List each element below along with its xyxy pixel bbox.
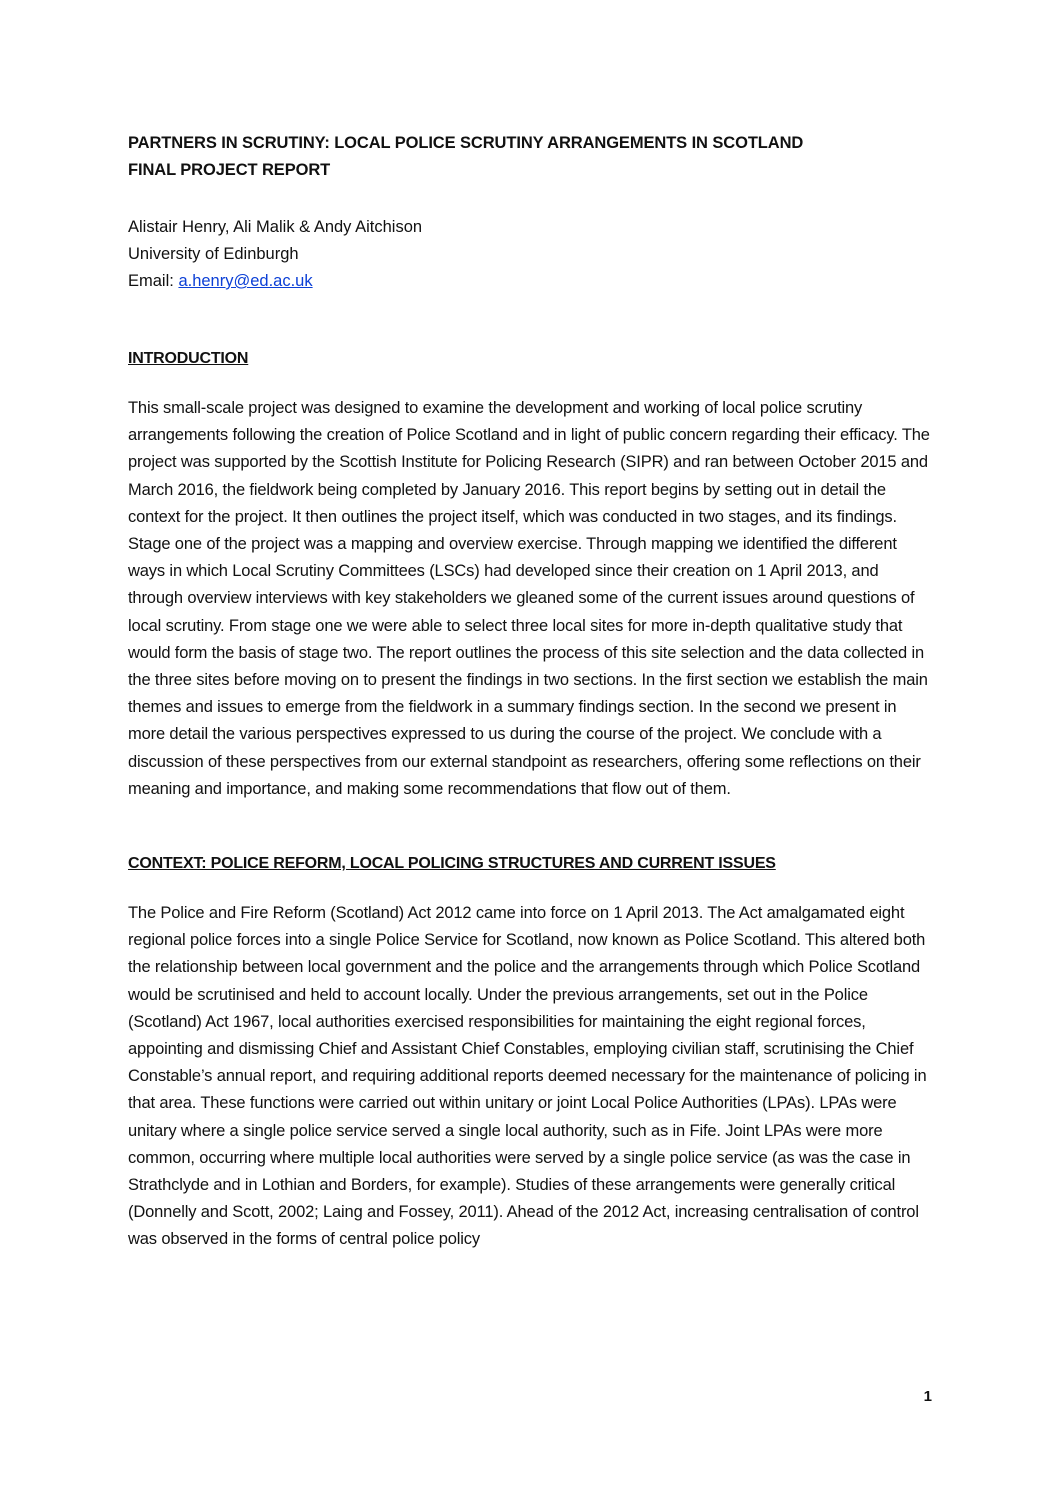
email-line xyxy=(128,268,930,295)
document-title xyxy=(128,130,930,184)
institution: University of Edinburgh xyxy=(128,245,299,263)
section-heading-introduction: INTRODUCTION xyxy=(128,350,249,367)
email-link[interactable]: a.henry@ed.ac.uk xyxy=(178,272,313,290)
author-block xyxy=(128,214,930,295)
context-paragraph: The Police and Fire Reform (Scotland) Act 2012 came into force on 1 April 2013. The Act amalgamated eight regional police forces into a single Police Service for Scotland, now known as Police Scotland. This altered both the relationship between local government and the police and the arrangements through which Police Scotland would be scrutinised and held to account locally. Under the previous arrangements, set out in the Police (Scotland) Act 1967, local authorities exercised responsibilities for maintaining the eight regional forces, appointing and dismissing Chief and Assistant Chief Constables, employing civilian staff, scrutinising the Chief Constable’s annual report, and requiring additional reports deemed necessary for the maintenance of policing in that area. These functions were carried out within unitary or joint Local Police Authorities (LPAs). LPAs were unitary where a single police service served a single local authority, such as in Fife. Joint LPAs were more common, occurring where multiple local authorities were served by a single police service (as was the case in Strathclyde and in Lothian and Borders, for example). Studies of these arrangements were generally critical (Donnelly and Scott, 2002; Laing and Fossey, 2011). Ahead of the 2012 Act, increasing centralisation of control was observed in the forms of central police policy xyxy=(128,904,927,1249)
title-line-1: PARTNERS IN SCRUTINY: LOCAL POLICE SCRUTINY ARRANGEMENTS IN SCOTLAND xyxy=(128,134,804,152)
page-number: 1 xyxy=(923,1388,932,1405)
section-heading-context: CONTEXT: POLICE REFORM, LOCAL POLICING STRUCTURES AND CURRENT ISSUES xyxy=(128,855,776,873)
email-label: Email: xyxy=(128,272,179,290)
page-content xyxy=(128,130,930,1254)
introduction-paragraph: This small-scale project was designed to examine the development and working of local police scrutiny arrangements following the creation of Police Scotland and in light of public concern regarding their efficacy. The project was supported by the Scottish Institute for Policing Research (SIPR) and ran between October 2015 and March 2016, the fieldwork being completed by January 2016. This report begins by setting out in detail the context for the project. It then outlines the project itself, which was conducted in two stages, and its findings. Stage one of the project was a mapping and overview exercise. Through mapping we identified the different ways in which Local Scrutiny Committees (LSCs) had developed since their creation on 1 April 2013, and through overview interviews with key stakeholders we gleaned some of the current issues around questions of local scrutiny. From stage one we were able to select three local sites for more in-depth qualitative study that would form the basis of stage two. The report outlines the process of this site selection and the data collected in the three sites before moving on to present the findings in two sections. In the first section we establish the main themes and issues to emerge from the fieldwork in a summary findings section. In the second we present in more detail the various perspectives expressed to us during the course of the project. We conclude with a discussion of these perspectives from our external standpoint as researchers, offering some reflections on their meaning and importance, and making some recommendations that flow out of them. xyxy=(128,399,930,798)
author-names: Alistair Henry, Ali Malik & Andy Aitchison xyxy=(128,218,423,236)
title-line-2: FINAL PROJECT REPORT xyxy=(128,161,331,179)
